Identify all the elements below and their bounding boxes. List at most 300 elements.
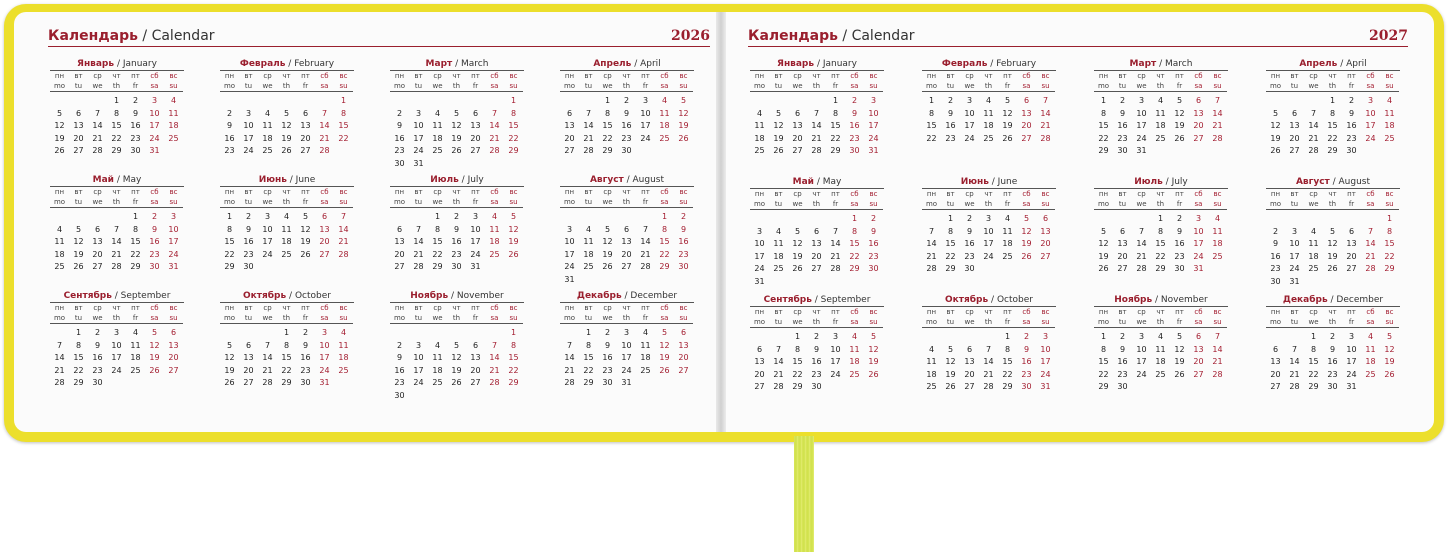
- month-name: Май / May: [50, 174, 184, 187]
- month-name: Сентябрь / September: [750, 294, 884, 307]
- day-cell: 17: [964, 121, 975, 130]
- day-grid: [50, 187, 184, 274]
- day-cell: 5: [794, 226, 801, 236]
- weekday-label: tu: [244, 82, 253, 90]
- day-cell: 18: [754, 133, 765, 143]
- empty-cell: [428, 327, 447, 340]
- weekday-label: чт: [112, 188, 121, 196]
- weekday-label: сб: [150, 72, 159, 80]
- weekday-label: вс: [339, 304, 348, 312]
- day-cell: 13: [621, 237, 632, 246]
- day-cell: 3: [472, 212, 479, 221]
- weekday-label: пт: [1347, 72, 1356, 80]
- day-cell: 12: [1098, 239, 1109, 248]
- month-june: [922, 176, 1056, 276]
- day-cell: 15: [1327, 121, 1338, 130]
- day-cell: 24: [1136, 133, 1147, 143]
- day-cell: 25: [1002, 251, 1013, 261]
- day-cell: 26: [1021, 251, 1032, 261]
- day-cell: 12: [792, 239, 803, 248]
- day-cell: 30: [1117, 382, 1128, 391]
- day-cell: 21: [413, 249, 424, 259]
- day-cell: 10: [243, 121, 254, 130]
- day-cell: 8: [1386, 226, 1393, 236]
- weekday-label: сб: [850, 308, 859, 316]
- weekday-label: сб: [850, 72, 859, 80]
- empty-cell: [107, 211, 126, 224]
- day-cell: 22: [338, 133, 349, 143]
- day-cell: 15: [583, 353, 594, 362]
- day-cell: 22: [583, 365, 594, 375]
- month-september: [50, 290, 184, 390]
- weekday-label: пн: [1270, 72, 1281, 80]
- weekday-label: сб: [1194, 190, 1203, 198]
- day-cell: 9: [94, 340, 101, 350]
- weekday-label: th: [984, 82, 993, 90]
- weekday-label: su: [339, 198, 348, 206]
- day-cell: 1: [585, 328, 592, 337]
- weekday-label: fr: [832, 200, 839, 208]
- day-cell: 13: [243, 353, 254, 362]
- weekday-label: fr: [132, 82, 139, 90]
- month-march: [390, 58, 524, 170]
- day-cell: 21: [1212, 357, 1223, 366]
- empty-cell: [769, 95, 788, 108]
- empty-cell: [1285, 95, 1304, 108]
- weekday-label: mo: [223, 82, 236, 90]
- day-cell: 3: [415, 108, 422, 118]
- weekday-label: tu: [74, 82, 83, 90]
- month-name: Май / May: [750, 176, 884, 189]
- month-april: [560, 58, 694, 158]
- day-grid: [50, 71, 184, 158]
- empty-cell: [1323, 213, 1342, 226]
- day-cell: 21: [262, 365, 273, 375]
- weekday-label: ср: [263, 72, 272, 80]
- day-cell: 4: [1157, 96, 1164, 105]
- weekday-label: ср: [965, 308, 974, 316]
- day-cell: 25: [849, 369, 860, 379]
- weekday-label: mo: [53, 82, 66, 90]
- day-cell: 9: [245, 224, 252, 234]
- day-cell: 15: [224, 237, 235, 246]
- day-cell: 18: [1365, 357, 1376, 366]
- month-name: Ноябрь / November: [390, 290, 524, 303]
- day-grid: [390, 303, 524, 402]
- day-cell: 18: [1155, 121, 1166, 130]
- day-cell: 9: [1119, 344, 1126, 354]
- month-december: [560, 290, 694, 390]
- day-cell: 10: [868, 108, 879, 118]
- day-cell: 11: [926, 357, 937, 366]
- day-cell: 5: [453, 340, 460, 350]
- day-cell: 26: [508, 249, 519, 259]
- day-cell: 18: [489, 237, 500, 246]
- weekday-label: we: [792, 318, 803, 326]
- day-cell: 17: [262, 237, 273, 246]
- day-grid: [922, 71, 1056, 145]
- day-cell: 15: [1384, 239, 1395, 248]
- day-cell: 14: [640, 237, 651, 246]
- weekday-label: we: [964, 318, 975, 326]
- day-cell: 30: [1174, 264, 1185, 273]
- day-cell: 11: [1155, 108, 1166, 118]
- empty-cell: [466, 327, 485, 340]
- weekday-label: пн: [394, 72, 405, 80]
- weekday-label: вс: [169, 304, 178, 312]
- day-cell: 4: [283, 212, 290, 221]
- weekday-label: sa: [150, 198, 159, 206]
- weekday-label: th: [984, 318, 993, 326]
- day-cell: 20: [1289, 133, 1300, 143]
- weekday-label: mo: [925, 318, 938, 326]
- day-cell: 9: [453, 224, 460, 234]
- day-cell: 27: [470, 378, 481, 387]
- day-cell: 15: [1098, 357, 1109, 366]
- weekday-label: пт: [1175, 190, 1184, 198]
- weekday-label: su: [169, 82, 178, 90]
- day-cell: 21: [926, 251, 937, 261]
- day-cell: 25: [1308, 264, 1319, 273]
- empty-cell: [769, 213, 788, 226]
- weekday-label: вс: [1041, 308, 1050, 316]
- day-cell: 13: [73, 121, 84, 130]
- empty-cell: [315, 95, 334, 108]
- empty-cell: [941, 331, 960, 344]
- weekday-label: сб: [660, 304, 669, 312]
- day-cell: 13: [1289, 121, 1300, 130]
- day-cell: 8: [1100, 108, 1107, 118]
- weekday-label: пн: [224, 72, 235, 80]
- day-cell: 30: [678, 262, 689, 271]
- weekday-label: we: [602, 82, 613, 90]
- day-cell: 24: [413, 378, 424, 387]
- day-cell: 2: [453, 212, 460, 221]
- day-cell: 3: [264, 212, 271, 221]
- empty-cell: [409, 95, 428, 108]
- day-cell: 10: [262, 224, 273, 234]
- day-cell: 3: [170, 212, 177, 221]
- day-cell: 6: [794, 108, 801, 118]
- day-cell: 23: [1117, 369, 1128, 379]
- day-cell: 19: [1384, 357, 1395, 366]
- day-cell: 3: [566, 224, 573, 234]
- day-cell: 21: [489, 365, 500, 375]
- day-cell: 28: [413, 262, 424, 271]
- day-cell: 9: [1119, 108, 1126, 118]
- day-cell: 1: [928, 96, 935, 105]
- day-cell: 7: [113, 224, 120, 234]
- weekday-label: пт: [1347, 190, 1356, 198]
- day-cell: 21: [773, 369, 784, 379]
- day-cell: 12: [1327, 239, 1338, 248]
- weekday-label: su: [339, 82, 348, 90]
- day-cell: 13: [1040, 226, 1051, 236]
- day-cell: 28: [1365, 264, 1376, 273]
- day-cell: 30: [130, 146, 141, 155]
- weekday-label: пн: [754, 190, 765, 198]
- weekday-label: tu: [584, 82, 593, 90]
- day-cell: 6: [75, 108, 82, 118]
- day-cell: 4: [985, 96, 992, 105]
- day-cell: 1: [1004, 332, 1011, 341]
- weekday-label: we: [1136, 82, 1147, 90]
- day-cell: 25: [1365, 369, 1376, 379]
- day-cell: 18: [640, 353, 651, 362]
- day-cell: 1: [132, 212, 139, 221]
- day-cell: 1: [1157, 214, 1164, 223]
- day-cell: 18: [1212, 239, 1223, 248]
- day-cell: 12: [451, 121, 462, 130]
- weekday-label: sa: [320, 82, 329, 90]
- day-cell: 12: [54, 121, 65, 130]
- weekday-label: sa: [1366, 82, 1375, 90]
- day-cell: 7: [264, 340, 271, 350]
- day-cell: 13: [1117, 239, 1128, 248]
- day-cell: 12: [1174, 108, 1185, 118]
- day-cell: 12: [1174, 344, 1185, 354]
- day-cell: 29: [1098, 382, 1109, 391]
- day-cell: 18: [54, 249, 65, 259]
- weekday-label: tu: [774, 200, 783, 208]
- day-cell: 5: [302, 212, 309, 221]
- weekday-label: чт: [452, 304, 461, 312]
- day-cell: 4: [1157, 332, 1164, 341]
- day-cell: 1: [434, 212, 441, 221]
- day-cell: 12: [678, 108, 689, 118]
- day-cell: 16: [92, 353, 103, 362]
- day-cell: 29: [281, 378, 292, 387]
- day-cell: 5: [1272, 108, 1279, 118]
- day-cell: 1: [1310, 332, 1317, 341]
- day-cell: 30: [451, 262, 462, 271]
- day-cell: 29: [792, 382, 803, 391]
- empty-cell: [447, 95, 466, 108]
- month-name: Июнь / June: [220, 174, 354, 187]
- day-cell: 18: [432, 365, 443, 375]
- day-cell: 23: [92, 365, 103, 375]
- weekday-label: su: [509, 314, 518, 322]
- day-cell: 8: [283, 340, 290, 350]
- day-cell: 27: [564, 146, 575, 155]
- weekday-label: чт: [812, 190, 821, 198]
- weekday-label: вс: [869, 308, 878, 316]
- day-cell: 4: [1214, 214, 1221, 223]
- weekday-label: пт: [641, 72, 650, 80]
- day-cell: 26: [300, 249, 311, 259]
- day-cell: 26: [1327, 264, 1338, 273]
- weekday-label: we: [602, 314, 613, 322]
- day-cell: 18: [1155, 357, 1166, 366]
- day-cell: 29: [1002, 382, 1013, 391]
- day-cell: 21: [583, 133, 594, 143]
- weekday-label: fr: [642, 82, 649, 90]
- day-cell: 20: [1040, 239, 1051, 248]
- weekday-label: mo: [925, 200, 938, 208]
- month-may: [50, 174, 184, 274]
- day-cell: 5: [947, 344, 954, 354]
- weekday-label: ср: [965, 190, 974, 198]
- day-cell: 30: [964, 264, 975, 273]
- weekday-label: сб: [1366, 72, 1375, 80]
- day-cell: 29: [432, 262, 443, 271]
- empty-cell: [750, 95, 769, 108]
- day-cell: 30: [149, 262, 160, 271]
- empty-cell: [560, 327, 579, 340]
- day-cell: 2: [132, 96, 139, 105]
- empty-cell: [50, 95, 69, 108]
- weekday-label: вт: [244, 72, 253, 80]
- month-name: Декабрь / December: [1266, 294, 1400, 307]
- weekday-label: fr: [642, 314, 649, 322]
- empty-cell: [1304, 213, 1323, 226]
- weekday-label: сб: [490, 72, 499, 80]
- weekday-label: вс: [509, 72, 518, 80]
- weekday-label: tu: [774, 82, 783, 90]
- day-cell: 19: [792, 251, 803, 261]
- month-december: [1266, 294, 1400, 394]
- weekday-label: пн: [394, 188, 405, 196]
- day-cell: 3: [1291, 226, 1298, 236]
- day-cell: 13: [394, 237, 405, 246]
- weekday-label: we: [262, 314, 273, 322]
- day-cell: 26: [659, 365, 670, 375]
- weekday-label: чт: [622, 72, 631, 80]
- day-cell: 3: [966, 96, 973, 105]
- weekday-label: пн: [394, 304, 405, 312]
- day-cell: 24: [868, 133, 879, 143]
- day-cell: 19: [868, 357, 879, 366]
- day-cell: 25: [1384, 133, 1395, 143]
- weekday-label: we: [1136, 318, 1147, 326]
- empty-cell: [560, 95, 579, 108]
- day-cell: 6: [813, 226, 820, 236]
- day-cell: 23: [602, 365, 613, 375]
- day-cell: 30: [1346, 146, 1357, 155]
- weekday-label: we: [432, 198, 443, 206]
- weekday-label: su: [869, 318, 878, 326]
- day-cell: 14: [413, 237, 424, 246]
- weekday-label: sa: [660, 82, 669, 90]
- day-cell: 1: [947, 214, 954, 223]
- day-cell: 7: [1310, 108, 1317, 118]
- day-grid: [560, 71, 694, 158]
- day-cell: 9: [226, 121, 233, 130]
- day-cell: 13: [168, 340, 179, 350]
- day-cell: 14: [338, 224, 349, 234]
- day-cell: 10: [319, 340, 330, 350]
- day-cell: 2: [245, 212, 252, 221]
- day-cell: 24: [754, 264, 765, 273]
- day-cell: 13: [300, 121, 311, 130]
- day-cell: 27: [1193, 133, 1204, 143]
- day-cell: 23: [1327, 369, 1338, 379]
- weekday-label: fr: [472, 314, 479, 322]
- day-cell: 28: [54, 378, 65, 387]
- weekday-label: th: [812, 200, 821, 208]
- day-cell: 28: [1040, 133, 1051, 143]
- weekday-label: пт: [301, 72, 310, 80]
- day-cell: 29: [508, 146, 519, 155]
- day-cell: 12: [1002, 108, 1013, 118]
- weekday-label: пн: [754, 308, 765, 316]
- empty-cell: [922, 213, 941, 226]
- day-cell: 30: [621, 146, 632, 155]
- day-cell: 28: [319, 146, 330, 155]
- day-cell: 1: [510, 96, 517, 105]
- day-cell: 11: [432, 353, 443, 362]
- weekday-label: ср: [93, 188, 102, 196]
- day-cell: 13: [964, 357, 975, 366]
- day-cell: 28: [262, 378, 273, 387]
- day-cell: 28: [489, 378, 500, 387]
- day-cell: 8: [1157, 226, 1164, 236]
- day-cell: 24: [830, 369, 841, 379]
- day-cell: 20: [300, 133, 311, 143]
- weekday-label: sa: [490, 314, 499, 322]
- month-name: Июль / July: [1094, 176, 1228, 189]
- day-cell: 26: [602, 262, 613, 271]
- day-cell: 4: [1367, 332, 1374, 341]
- day-cell: 19: [1270, 133, 1281, 143]
- weekday-label: пт: [641, 188, 650, 196]
- day-cell: 19: [678, 121, 689, 130]
- day-cell: 5: [151, 328, 158, 337]
- weekday-label: we: [1308, 82, 1319, 90]
- day-cell: 21: [1308, 133, 1319, 143]
- day-cell: 12: [149, 340, 160, 350]
- weekday-label: вт: [414, 304, 423, 312]
- day-cell: 7: [56, 340, 63, 350]
- day-cell: 10: [1193, 226, 1204, 236]
- day-cell: 15: [111, 121, 122, 130]
- day-cell: 15: [659, 237, 670, 246]
- day-cell: 30: [849, 146, 860, 155]
- day-cell: 7: [340, 212, 347, 221]
- day-cell: 6: [302, 108, 309, 118]
- day-cell: 27: [92, 262, 103, 271]
- day-cell: 15: [849, 239, 860, 248]
- day-cell: 13: [1270, 357, 1281, 366]
- day-cell: 6: [1195, 332, 1202, 341]
- day-cell: 13: [792, 121, 803, 130]
- day-cell: 8: [1310, 344, 1317, 354]
- day-cell: 22: [1098, 369, 1109, 379]
- day-grid: [1094, 189, 1228, 276]
- day-cell: 21: [1212, 121, 1223, 130]
- day-cell: 3: [1042, 332, 1049, 341]
- empty-cell: [1266, 331, 1285, 344]
- day-cell: 17: [754, 251, 765, 261]
- weekday-label: пт: [1003, 72, 1012, 80]
- weekday-label: we: [262, 198, 273, 206]
- day-cell: 1: [1386, 214, 1393, 223]
- day-cell: 5: [870, 332, 877, 341]
- day-cell: 10: [1136, 344, 1147, 354]
- empty-cell: [409, 211, 428, 224]
- weekday-label: сб: [320, 72, 329, 80]
- empty-cell: [598, 211, 617, 224]
- day-cell: 20: [243, 365, 254, 375]
- weekday-label: th: [1328, 200, 1337, 208]
- day-cell: 11: [489, 224, 500, 234]
- weekday-label: ср: [433, 72, 442, 80]
- weekday-label: пн: [564, 304, 575, 312]
- weekday-label: вт: [774, 72, 783, 80]
- day-cell: 29: [659, 262, 670, 271]
- empty-cell: [258, 95, 277, 108]
- day-cell: 11: [1365, 344, 1376, 354]
